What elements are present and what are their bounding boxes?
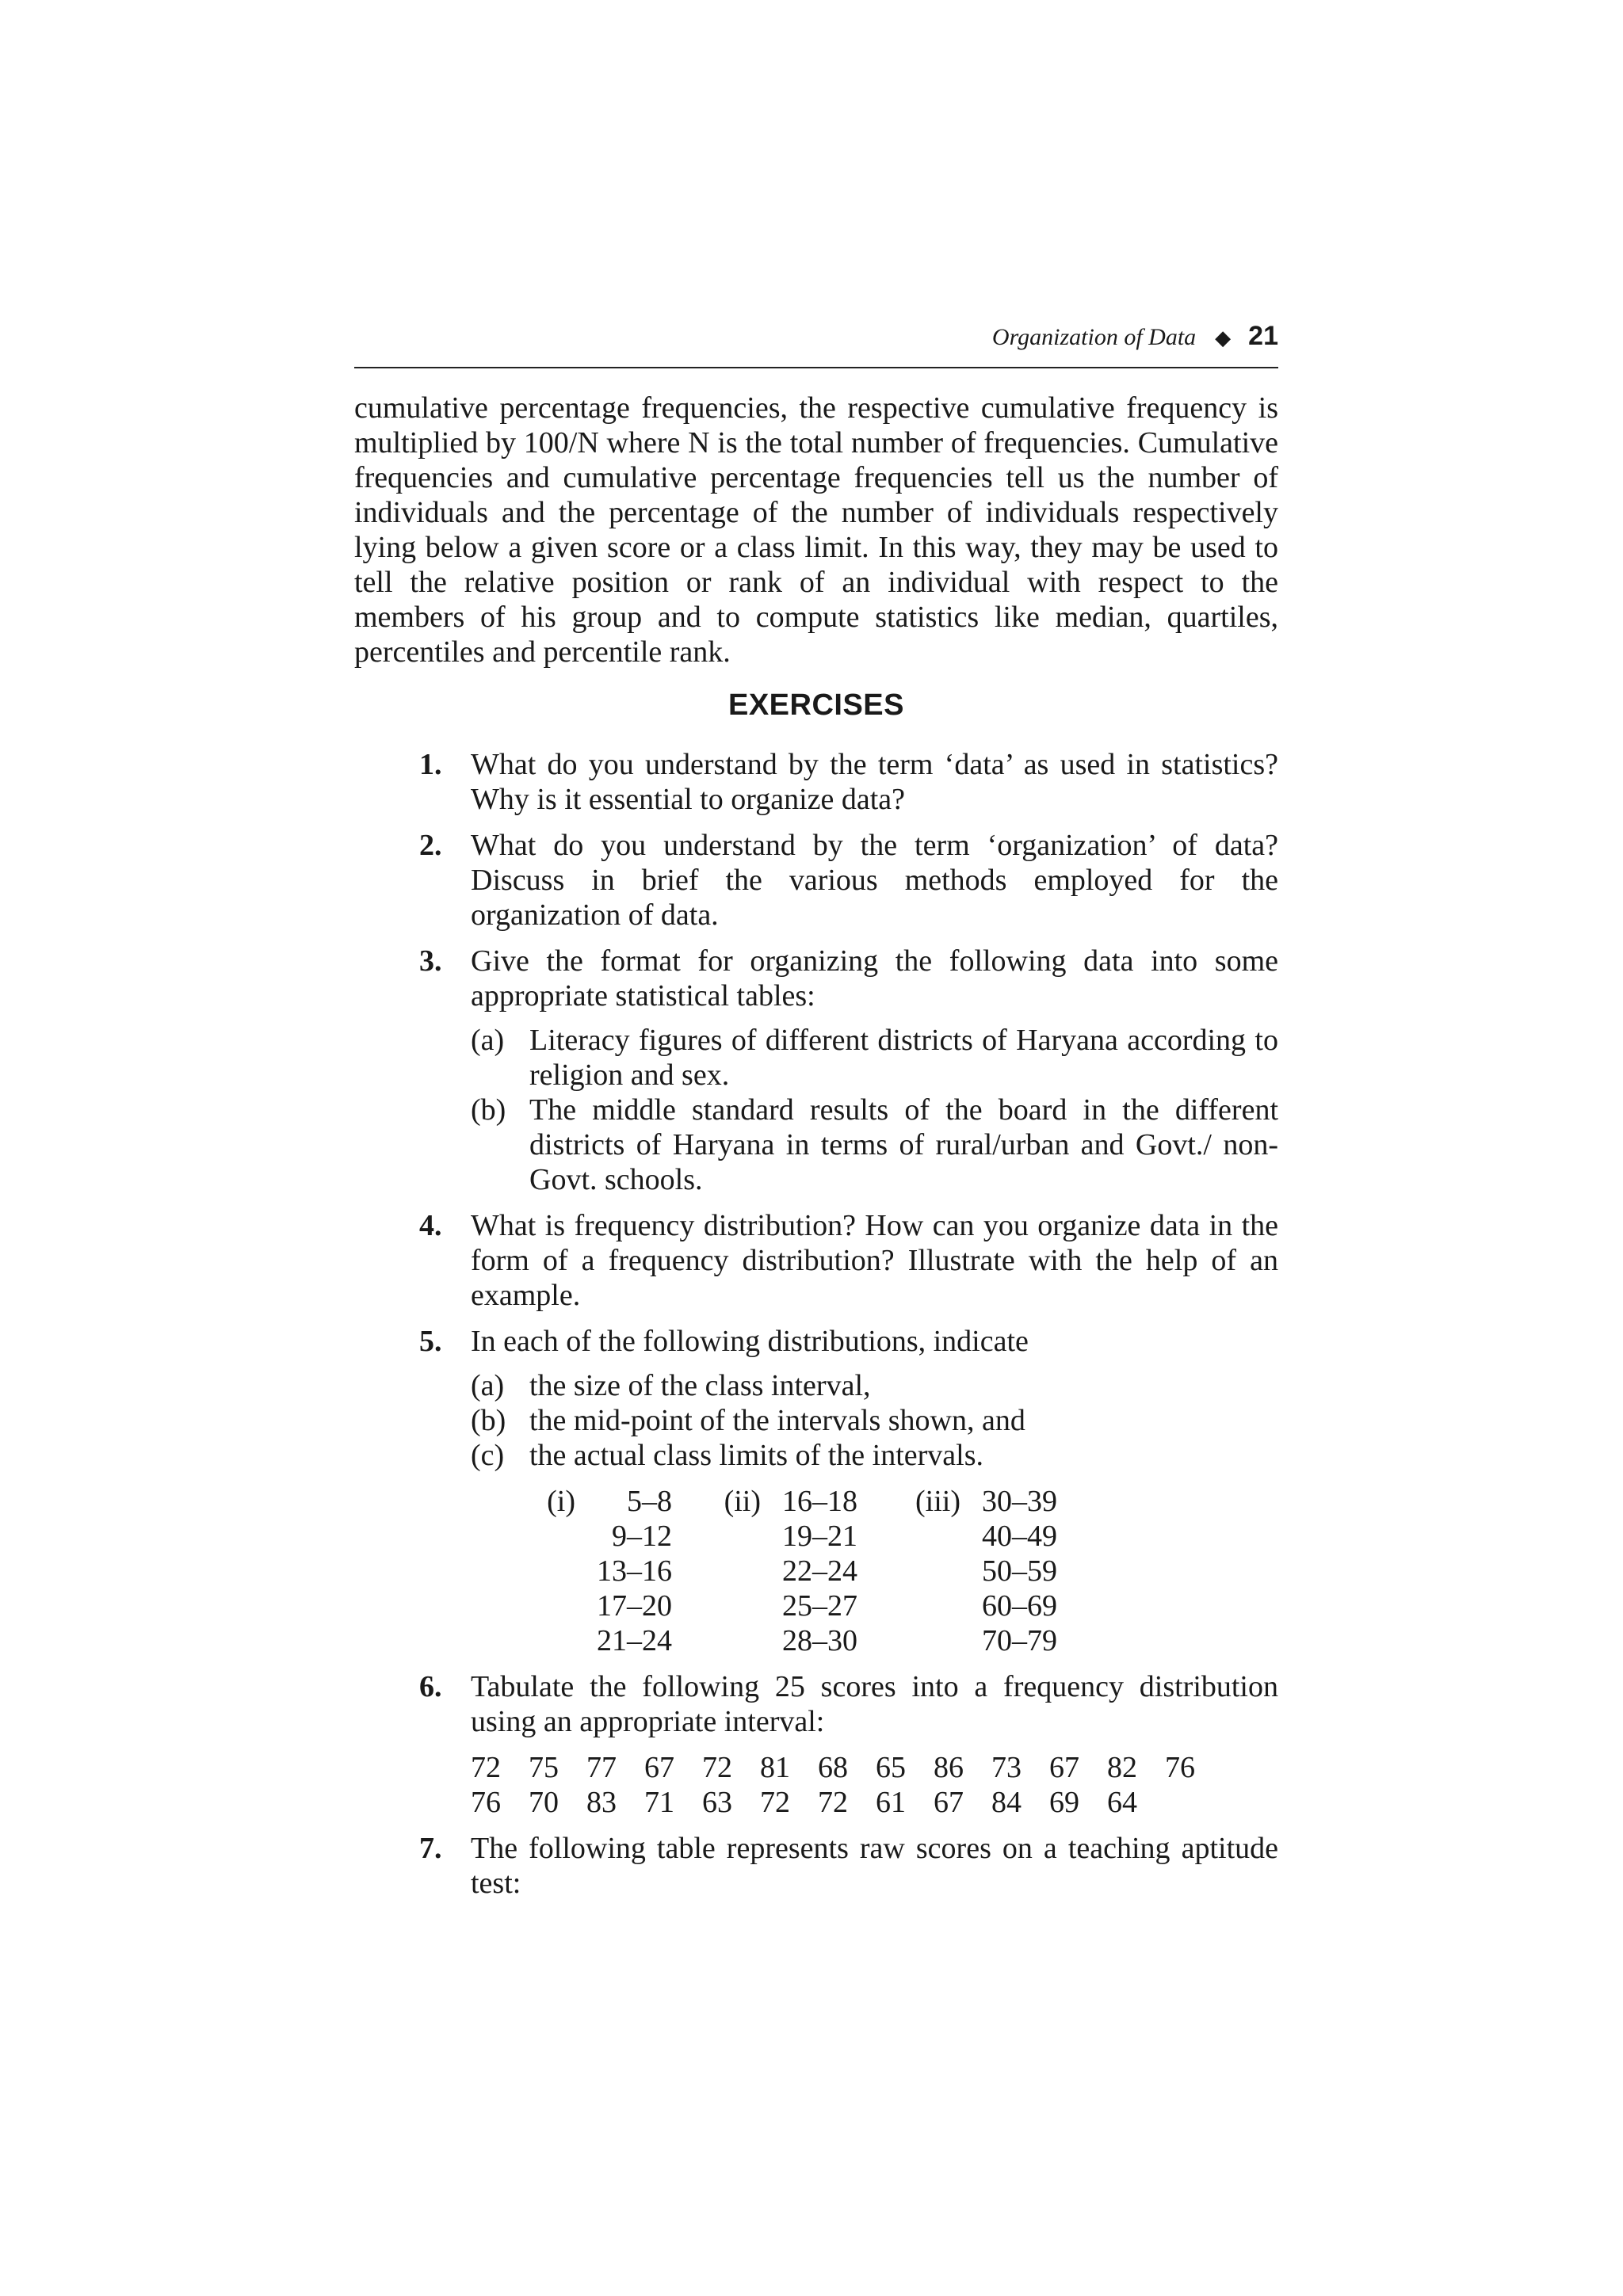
class-interval: 50–59 [982, 1554, 1057, 1588]
sub-item-a [471, 1023, 1278, 1093]
score: 75 [529, 1751, 559, 1784]
score: 71 [644, 1786, 674, 1819]
distribution-values [970, 1484, 1057, 1658]
exercise-number: 5. [419, 1325, 442, 1358]
exercise-text: Give the format for organizing the following data into some appropriate statistical tables: [471, 944, 1278, 1013]
exercise-text: In each of the following distributions, indicate [471, 1325, 1029, 1358]
exercise-3 [354, 944, 1278, 1197]
exercise-5 [354, 1324, 1278, 1658]
exercise-number: 3. [419, 944, 442, 978]
exercise-1 [354, 747, 1278, 817]
exercise-text: What do you understand by the term ‘data’ as used in statistics? Why is it essential to organize data? [471, 748, 1278, 816]
score: 70 [529, 1786, 559, 1819]
sub-item-label: (b) [471, 1404, 506, 1437]
sub-item-b [471, 1403, 1278, 1438]
scores-block [471, 1750, 1278, 1820]
score: 82 [1107, 1751, 1137, 1784]
sub-item-label: (a) [471, 1024, 505, 1057]
score: 61 [876, 1786, 906, 1819]
class-interval: 16–18 [782, 1485, 857, 1518]
distribution-label: (iii) [915, 1485, 960, 1518]
running-title: Organization of Data [991, 324, 1197, 350]
sub-item-text: The middle standard results of the board in the different districts of Haryana in terms of rural/urban and Govt./ non-Govt. schools. [529, 1093, 1278, 1196]
score: 83 [586, 1786, 617, 1819]
exercise-text: What do you understand by the term ‘organization’ of data? Discuss in brief the various methods employed for the organization of data. [471, 829, 1278, 932]
exercise-4 [354, 1208, 1278, 1313]
score: 84 [991, 1786, 1022, 1819]
distribution-ii [713, 1484, 857, 1658]
class-interval: 40–49 [982, 1520, 1057, 1553]
sub-item-text: Literacy figures of different districts of Haryana according to religion and sex. [529, 1024, 1278, 1092]
running-header [354, 321, 1278, 368]
class-interval: 70–79 [982, 1624, 1057, 1657]
class-interval: 21–24 [597, 1624, 672, 1657]
score: 68 [818, 1751, 848, 1784]
score: 72 [702, 1751, 732, 1784]
section-heading: EXERCISES [727, 688, 905, 722]
distribution-grid [528, 1484, 1278, 1658]
score: 72 [760, 1786, 790, 1819]
score-row [471, 1785, 1278, 1820]
sub-item-label: (b) [471, 1093, 506, 1127]
sub-item-c [471, 1438, 1278, 1473]
class-interval: 30–39 [982, 1485, 1057, 1518]
score-row [471, 1750, 1278, 1785]
sub-item-a [471, 1368, 1278, 1403]
score: 73 [991, 1751, 1022, 1784]
score: 86 [934, 1751, 964, 1784]
score: 81 [760, 1751, 790, 1784]
score: 76 [471, 1786, 501, 1819]
distribution-i [528, 1484, 672, 1658]
score: 67 [644, 1751, 674, 1784]
class-interval: 17–20 [597, 1589, 672, 1623]
exercise-number: 7. [419, 1832, 442, 1865]
sub-item-text: the mid-point of the intervals shown, and [529, 1404, 1025, 1437]
diamond-icon: ◆ [1215, 326, 1232, 349]
sub-item-label: (c) [471, 1439, 505, 1472]
score: 65 [876, 1751, 906, 1784]
class-interval: 19–21 [782, 1520, 857, 1553]
distribution-label: (ii) [724, 1485, 761, 1518]
sub-item-text: the actual class limits of the intervals. [529, 1439, 984, 1472]
score: 77 [586, 1751, 617, 1784]
score: 67 [1049, 1751, 1079, 1784]
score: 76 [1165, 1751, 1195, 1784]
exercise-text: What is frequency distribution? How can you organize data in the form of a frequency distribution? Illustrate with the help of an example. [471, 1209, 1278, 1312]
exercise-text: Tabulate the following 25 scores into a frequency distribution using an appropriate interval: [471, 1670, 1278, 1738]
class-interval: 25–27 [782, 1589, 857, 1623]
page-number: 21 [1248, 321, 1278, 351]
class-interval: 5–8 [627, 1485, 672, 1518]
page-content [354, 321, 1278, 1901]
sub-item-text: the size of the class interval, [529, 1369, 871, 1402]
exercise-number: 6. [419, 1670, 442, 1703]
exercise-number: 4. [419, 1209, 442, 1242]
score: 63 [702, 1786, 732, 1819]
class-interval: 13–16 [597, 1554, 672, 1588]
score: 72 [818, 1786, 848, 1819]
score: 72 [471, 1751, 501, 1784]
distribution-label: (i) [547, 1485, 575, 1518]
class-interval: 28–30 [782, 1624, 857, 1657]
exercise-7 [354, 1831, 1278, 1901]
class-interval: 60–69 [982, 1589, 1057, 1623]
distribution-values [585, 1484, 672, 1658]
distribution-iii [899, 1484, 1057, 1658]
score: 69 [1049, 1786, 1079, 1819]
exercise-number: 1. [419, 748, 442, 781]
class-interval: 22–24 [782, 1554, 857, 1588]
score: 64 [1107, 1786, 1137, 1819]
distribution-values [770, 1484, 857, 1658]
exercise-2 [354, 828, 1278, 933]
class-interval: 9–12 [612, 1520, 672, 1553]
exercise-text: The following table represents raw scores on a teaching aptitude test: [471, 1832, 1278, 1900]
sub-item-label: (a) [471, 1369, 505, 1402]
exercise-number: 2. [419, 829, 442, 862]
intro-paragraph: cumulative percentage frequencies, the respective cumulative frequency is multiplied by 100/N where N is the total number of frequencies. Cumulative frequencies and cumulative percentage frequencies tell us the number of individuals and the percentage of the number of individuals respectively lying below a given score or a class limit. In this way, they may be used to tell the relative position or rank of an individual with respect to the members of his group and to compute statistics like median, quartiles, percentiles and percentile rank. [354, 391, 1278, 669]
exercise-6 [354, 1669, 1278, 1820]
sub-item-b [471, 1093, 1278, 1197]
score: 67 [934, 1786, 964, 1819]
